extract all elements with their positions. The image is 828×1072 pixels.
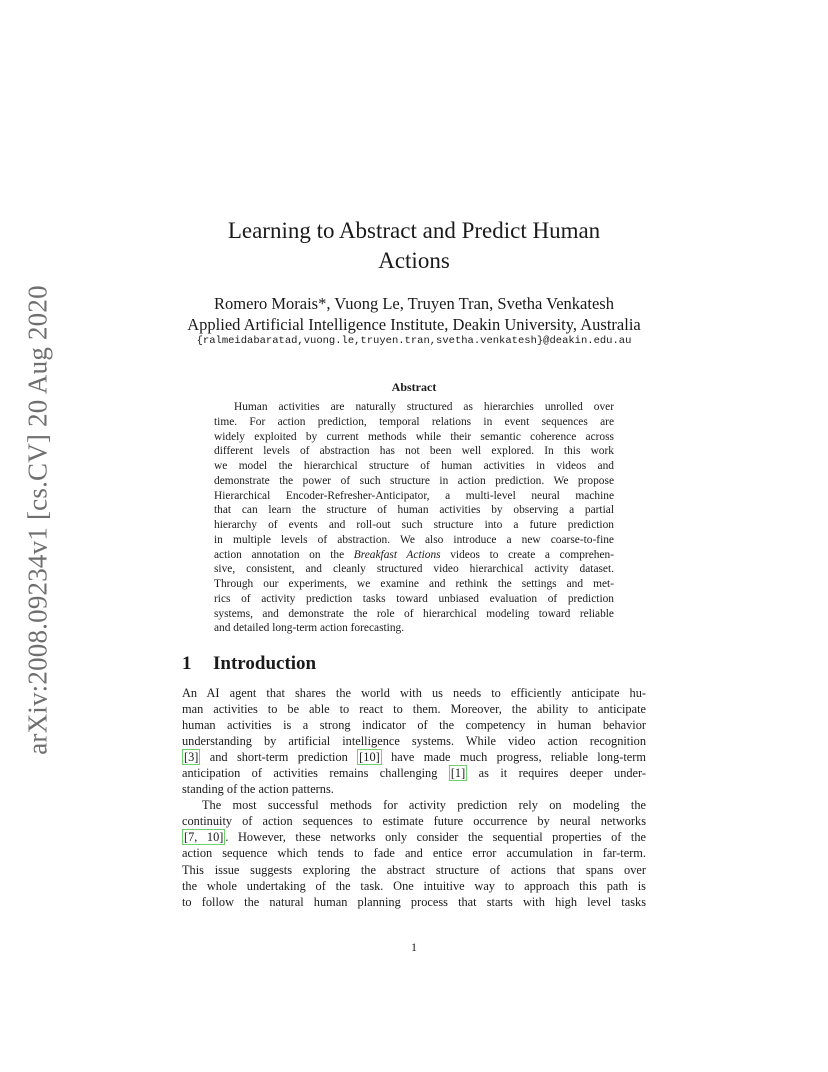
arxiv-identifier-stamp — [18, 282, 58, 758]
paragraph-text: have made much progress, reliable long-term — [381, 750, 646, 765]
title-line-2: Actions — [378, 248, 450, 273]
abstract-heading: Abstract — [391, 380, 437, 394]
abstract-line: hierarchy of events and roll-out such structure into a future prediction — [214, 519, 614, 531]
section-heading-introduction — [182, 652, 646, 676]
abstract-text: action annotation on the — [214, 548, 354, 561]
paragraph-text: and short-term prediction — [200, 750, 358, 765]
paragraph-line: to follow the natural human planning process that starts with high level tasks — [182, 894, 646, 909]
title-line-1: Learning to Abstract and Predict Human — [227, 218, 601, 243]
paragraph-line: This issue suggests exploring the abstract structure of actions that spans over — [182, 862, 646, 877]
arxiv-identifier-text: arXiv:2008.09234v1 [cs.CV] 20 Aug 2020 — [22, 285, 53, 755]
paragraph-line: continuity of action sequences to estimate future occurrence by neural networks — [182, 814, 646, 829]
citation-link[interactable]: [3] — [184, 750, 199, 765]
paragraph-line: understanding by artificial intelligence systems. While video action recognition — [182, 734, 646, 749]
paragraph-line — [182, 749, 646, 765]
introduction-body — [182, 685, 646, 910]
paragraph-line: the whole undertaking of the task. One intuitive way to approach this path is — [182, 878, 646, 893]
abstract-body — [214, 400, 614, 636]
abstract-text: videos to create a comprehen- — [440, 548, 614, 561]
abstract-line: sive, consistent, and cleanly structured video hierarchical activity dataset. — [214, 563, 614, 576]
abstract-line: Hierarchical Encoder-Refresher-Anticipator, a multi-level neural machine — [214, 489, 614, 502]
paragraph — [182, 685, 646, 797]
paragraph-line: man activities to be able to react to them. Moreover, the ability to anticipate — [182, 702, 646, 717]
abstract-line: different levels of abstraction has not been well explored. In this work — [214, 445, 614, 458]
paragraph-line — [182, 765, 646, 781]
author-block — [150, 293, 678, 335]
paragraph-line — [182, 829, 646, 845]
abstract-line: systems, and demonstrate the role of hierarchical modeling toward reliable — [214, 607, 614, 620]
paragraph-text: . However, these networks only consider the sequential properties of the — [225, 830, 646, 845]
section-number: 1 — [182, 653, 192, 674]
abstract-line: Through our experiments, we examine and rethink the settings and met- — [214, 578, 614, 590]
citation-link[interactable]: [10] — [359, 750, 380, 765]
abstract-line: in multiple levels of abstraction. We also introduce a new coarse-to-fine — [214, 533, 614, 546]
paragraph-line: The most successful methods for activity prediction rely on modeling the — [202, 798, 646, 813]
paragraph — [182, 797, 646, 909]
section-title: Introduction — [213, 653, 317, 674]
paper-title — [190, 216, 638, 276]
affiliation: Applied Artificial Intelligence Institute, Deakin University, Australia — [187, 315, 641, 334]
paragraph-line: human activities is a strong indicator of the competency in human behavior — [182, 718, 646, 733]
paragraph-line: standing of the action patterns. — [182, 782, 334, 797]
abstract-line: and detailed long-term action forecasting. — [214, 622, 405, 635]
paragraph-line: action sequence which tends to fade and entice error accumulation in far-term. — [182, 846, 646, 861]
author-list: Romero Morais*, Vuong Le, Truyen Tran, Svetha Venkatesh — [214, 294, 614, 313]
abstract-line: demonstrate the power of such structure in action prediction. We propose — [214, 474, 614, 487]
paragraph-text: as it requires deeper under- — [467, 766, 647, 781]
dataset-name-italic: Breakfast Actions — [353, 548, 441, 561]
abstract-line: widely exploited by current methods while their semantic coherence across — [214, 430, 614, 443]
abstract-line: time. For action prediction, temporal relations in event sequences are — [214, 415, 614, 428]
abstract-line: Human activities are naturally structured as hierarchies unrolled over — [234, 401, 614, 413]
abstract-line: rics of activity prediction tasks toward unbiased evaluation of prediction — [214, 592, 614, 605]
citation-link[interactable]: [7, 10] — [184, 830, 224, 845]
paragraph-line: An AI agent that shares the world with us needs to efficiently anticipate hu- — [182, 686, 646, 700]
citation-link[interactable]: [1] — [450, 766, 466, 781]
author-emails: {ralmeidabaratad,vuong.le,truyen.tran,svetha.venkatesh}@deakin.edu.au — [196, 335, 632, 347]
abstract-line: we model the hierarchical structure of human activities in videos and — [214, 460, 614, 472]
page-number: 1 — [411, 940, 417, 954]
abstract-line — [214, 548, 614, 563]
paragraph-text: anticipation of activities remains challenging — [182, 766, 449, 781]
abstract-line: that can learn the structure of human activities by observing a partial — [214, 504, 614, 517]
